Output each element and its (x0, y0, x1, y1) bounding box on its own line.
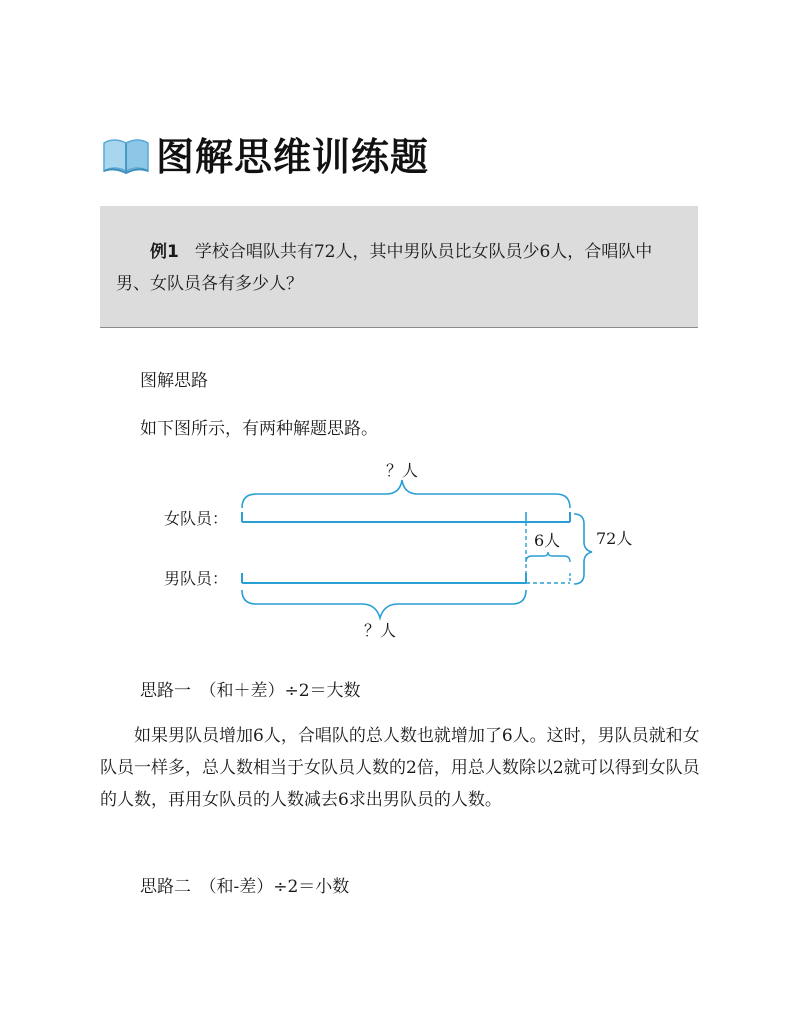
example-box (100, 206, 698, 328)
example-label: 例1 (150, 242, 179, 262)
example-text: 学校合唱队共有72人，其中男队员比女队员少6人，合唱队中男、女队员各有多少人？ (116, 242, 653, 294)
open-book-icon (100, 131, 152, 175)
approach-1-title: 思路一 （和＋差）÷2＝大数 (140, 681, 361, 701)
bottom-brace (242, 590, 526, 618)
difference-label: 6人 (534, 531, 561, 550)
total-label: 72人 (596, 529, 633, 548)
female-label: 女队员： (164, 509, 229, 528)
total-brace (574, 514, 592, 584)
top-brace-label: ？人 (386, 461, 419, 480)
approach-1-paragraph: 如果男队员增加6人，合唱队的总人数也就增加了6人。这时，男队员就和女队员一样多，总人数相当于女队员人数的2倍，用总人数除以2就可以得到女队员的人数，再用女队员的人数减去6求出男队员的人数。 (100, 726, 700, 810)
difference-brace (526, 552, 570, 562)
line-segment-diagram (150, 450, 670, 650)
title-row (100, 128, 429, 178)
section-heading: 图解思路 (140, 371, 208, 391)
approach-2-title: 思路二 （和-差）÷2＝小数 (140, 877, 350, 897)
section-intro: 如下图所示，有两种解题思路。 (140, 419, 378, 439)
page-title: 图解思维训练题 (156, 134, 430, 179)
bottom-brace-label: ？人 (364, 621, 397, 640)
male-label: 男队员： (164, 569, 229, 588)
top-brace (242, 480, 570, 508)
